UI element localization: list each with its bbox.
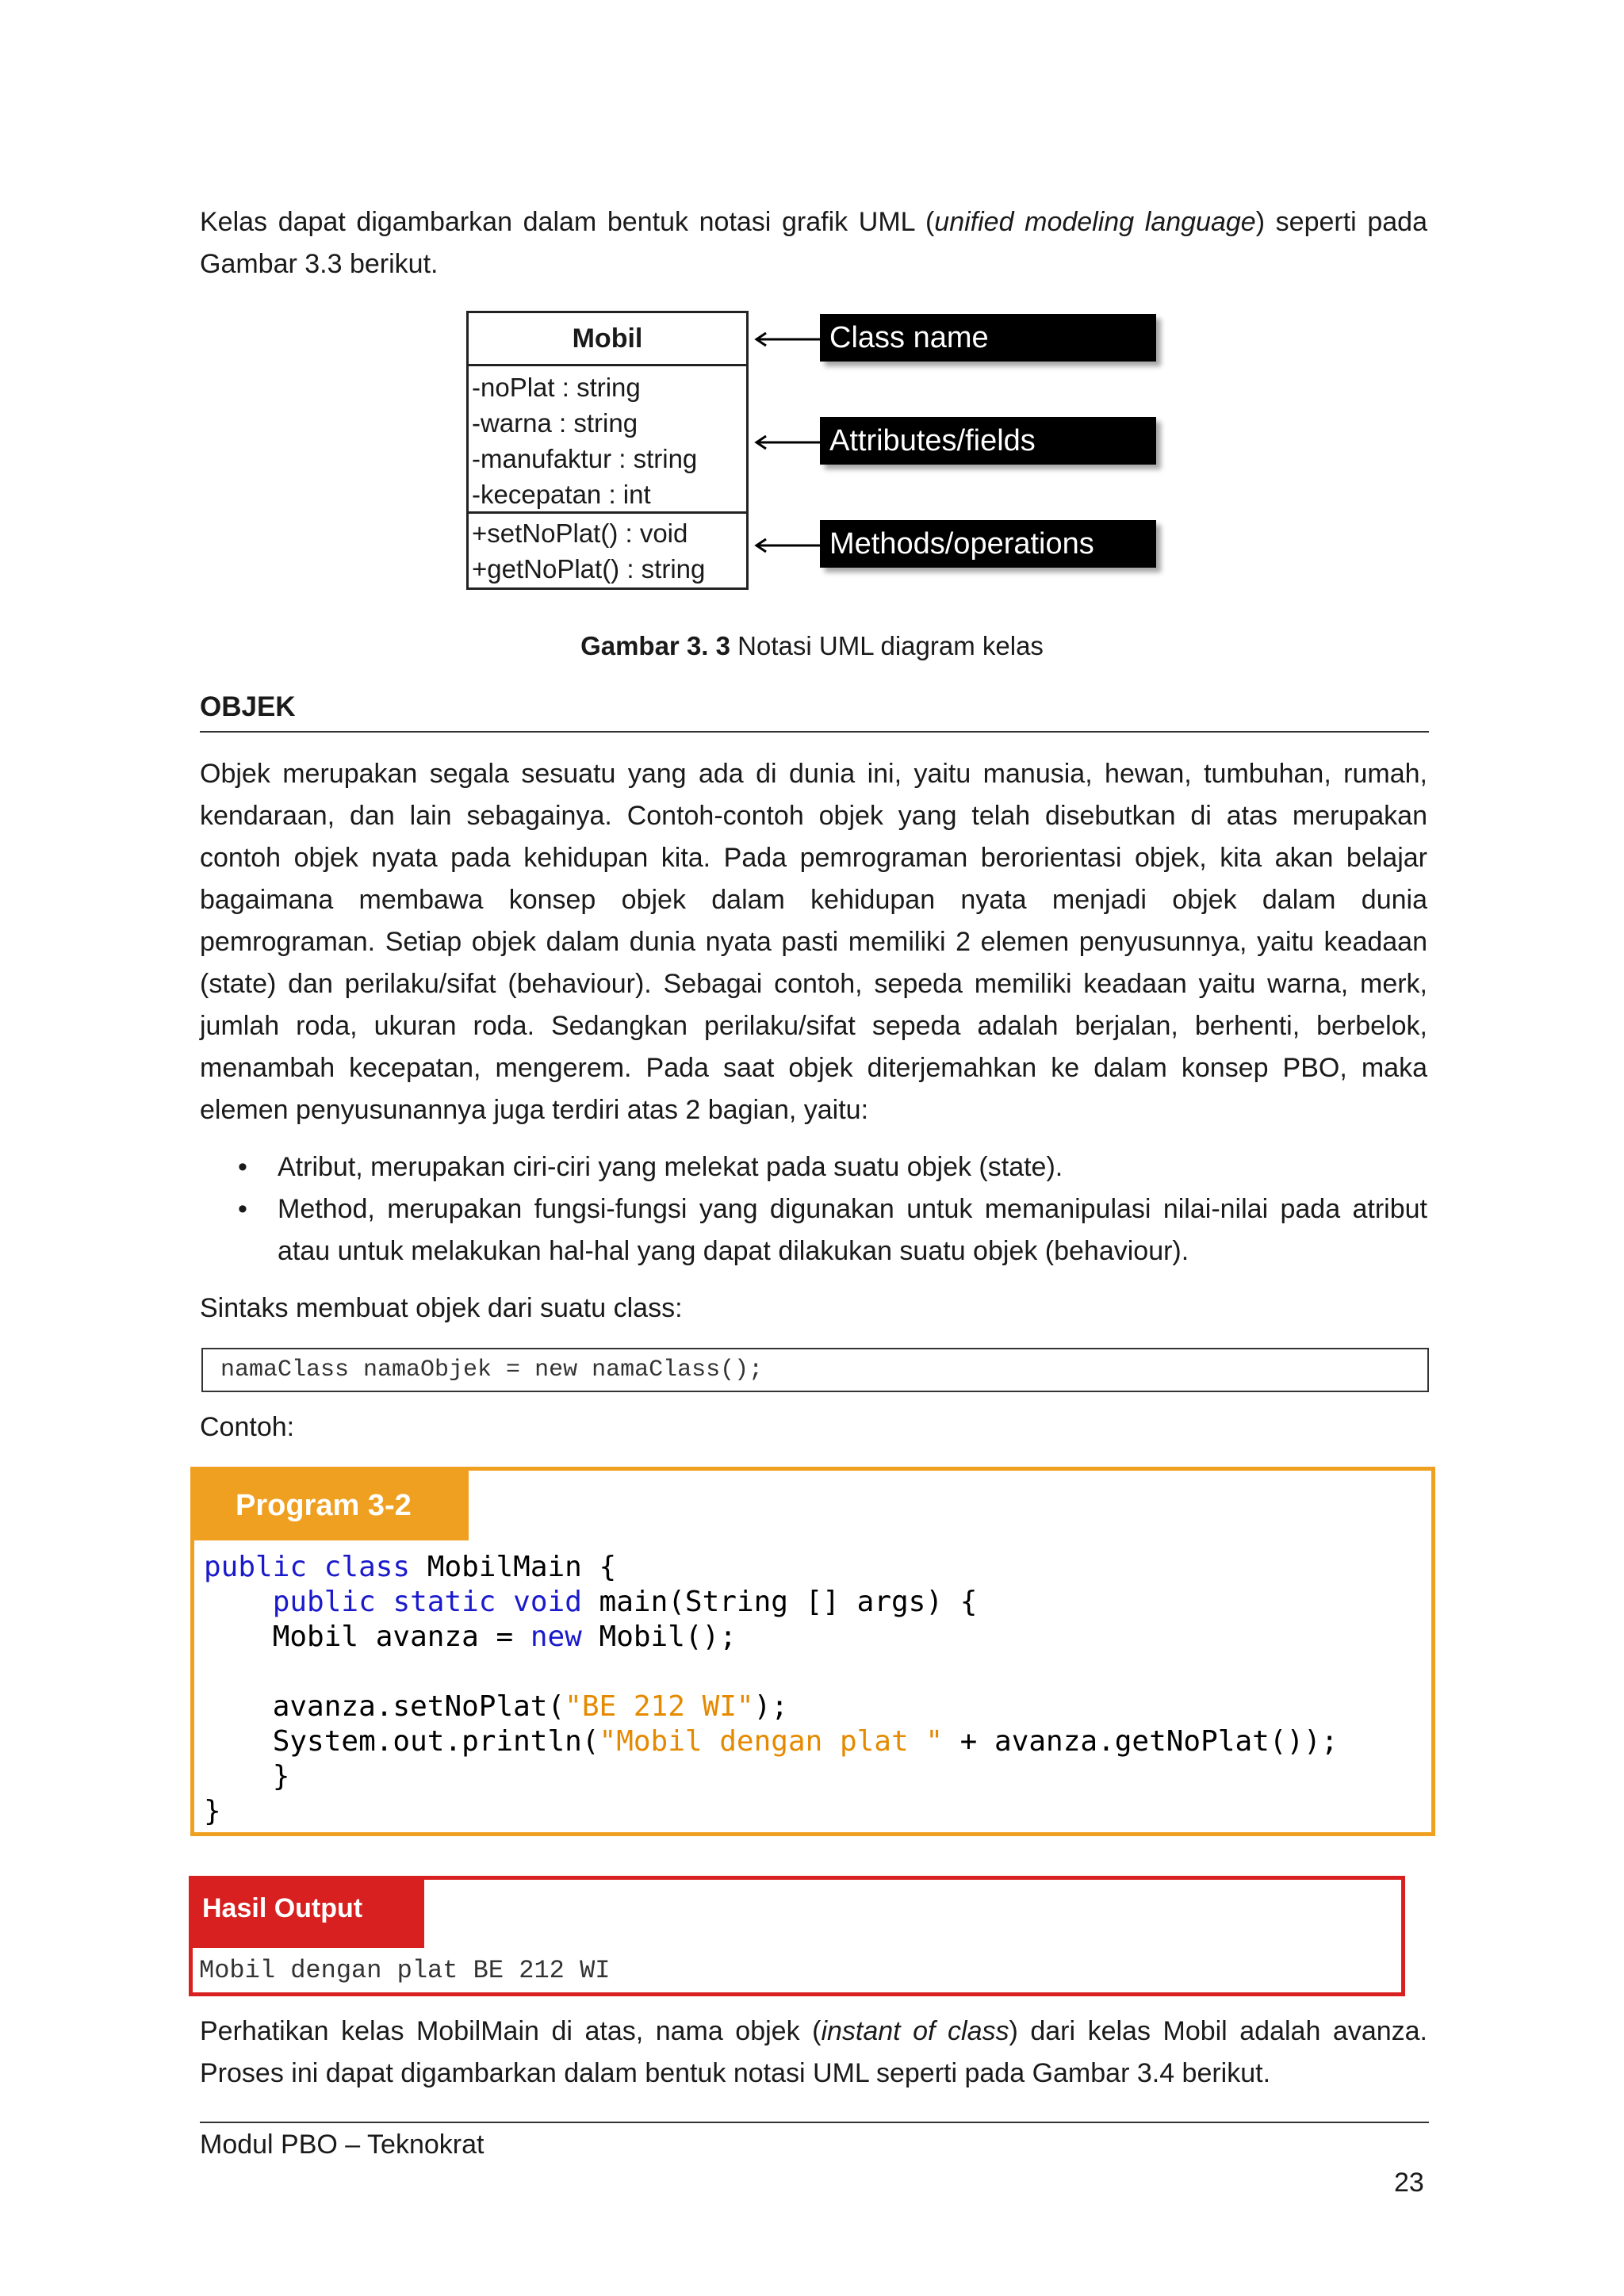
bullet-text: Atribut, merupakan ciri-ciri yang melekat pada suatu objek (state). [278,1152,1063,1182]
callout-attributes: Attributes/fields [820,417,1156,465]
bullet-text: Method, merupakan fungsi-fungsi yang digunakan untuk memanipulasi nilai-nilai pada atribut atau untuk melakukan hal-hal yang dapat dilakukan suatu objek (behaviour). [278,1194,1427,1266]
callout-methods: Methods/operations [820,520,1156,568]
bullet-icon: • [238,1194,247,1224]
figure-caption-label: Gambar 3. 3 [580,631,730,660]
code-keyword: class [324,1551,411,1583]
figure-caption-text: Notasi UML diagram kelas [730,631,1044,660]
section-heading: OBJEK [200,691,296,722]
footer-divider [200,2122,1429,2123]
output-text: Mobil dengan plat BE 212 WI [199,1956,611,1985]
code-text: main(String [] args) { [581,1586,978,1618]
intro-paragraph [200,201,1427,285]
code-string: "BE 212 WI" [565,1690,754,1723]
page-number: 23 [1394,2168,1424,2198]
example-label: Contoh: [200,1412,295,1442]
intro-text: Kelas dapat digambarkan dalam bentuk notasi grafik UML ( [200,207,935,237]
arrow-left-icon [753,538,820,553]
heading-divider [200,731,1429,733]
closing-text: Perhatikan kelas MobilMain di atas, nama objek ( [200,2016,822,2046]
uml-attribute: -kecepatan : int [472,480,651,509]
intro-text-tail: ) seperti pada Gambar 3.3 berikut. [200,207,1427,279]
code-text: MobilMain { [410,1551,617,1583]
output-title: Hasil Output [193,1880,424,1948]
code-keyword: public [272,1586,376,1618]
uml-attribute: -warna : string [472,408,638,438]
uml-method: +getNoPlat() : string [472,554,706,584]
code-block [204,1550,1339,1829]
code-text: } [272,1760,290,1793]
intro-italic-term: unified modeling language [934,207,1256,237]
closing-text-tail: ) dari kelas Mobil adalah avanza. Proses ini dapat digambarkan dalam bentuk notasi UML seperti pada Gambar 3.4 berikut. [200,2016,1427,2088]
code-keyword: public [204,1551,308,1583]
code-text: + avanza.getNoPlat()); [943,1725,1339,1758]
program-box [190,1467,1435,1836]
uml-class-name: Mobil [469,313,746,366]
bullet-icon: • [238,1152,247,1182]
code-string: "Mobil dengan plat " [599,1725,943,1758]
code-text: } [204,1795,221,1827]
uml-class-box [466,311,749,590]
uml-method: +setNoPlat() : void [472,519,688,548]
figure-caption [0,631,1624,661]
code-text: ); [753,1690,788,1723]
arrow-left-icon [753,331,820,347]
code-text: Mobil(); [581,1621,737,1653]
syntax-intro: Sintaks membuat objek dari suatu class: [200,1293,683,1323]
code-keyword: static [393,1586,496,1618]
callout-class-name: Class name [820,314,1156,362]
syntax-code-box: namaClass namaObjek = new namaClass(); [201,1348,1429,1392]
uml-attributes [469,366,746,514]
closing-paragraph [200,2011,1427,2095]
code-text: System.out.println( [272,1725,599,1758]
bullet-list [200,1146,1427,1272]
uml-attribute: -manufaktur : string [472,444,698,473]
closing-italic-term: instant of class [821,2016,1009,2046]
code-text: Mobil avanza = [272,1621,530,1653]
list-item [200,1146,1427,1188]
objek-paragraph: Objek merupakan segala sesuatu yang ada di dunia ini, yaitu manusia, hewan, tumbuhan, rumah, kendaraan, dan lain sebagainya. Contoh-contoh objek yang telah disebutkan di atas merupakan contoh objek nyata pada kehidupan kita. Pada pemrograman berorientasi objek, kita akan belajar bagaimana membawa konsep objek dalam kehidupan nyata menjadi objek dalam dunia pemrograman. Setiap objek dalam dunia nyata pasti memiliki 2 elemen penyusunnya, yaitu keadaan (state) dan perilaku/sifat (behaviour). Sebagai contoh, sepeda memiliki keadaan yaitu warna, merk, jumlah roda, ukuran roda. Sedangkan perilaku/sifat sepeda adalah berjalan, berhenti, berbelok, menambah kecepatan, mengerem. Pada saat objek diterjemahkan ke dalam konsep PBO, maka elemen penyusunannya juga terdiri atas 2 bagian, yaitu: [200,759,1427,1125]
uml-methods [469,514,746,587]
footer-text: Modul PBO – Teknokrat [200,2130,485,2160]
output-box [189,1876,1405,1996]
list-item [200,1188,1427,1272]
code-keyword: new [530,1621,582,1653]
code-keyword: void [513,1586,582,1618]
uml-attribute: -noPlat : string [472,373,641,402]
code-text: avanza.setNoPlat( [272,1690,565,1723]
arrow-left-icon [753,434,820,450]
program-title: Program 3-2 [194,1471,469,1540]
